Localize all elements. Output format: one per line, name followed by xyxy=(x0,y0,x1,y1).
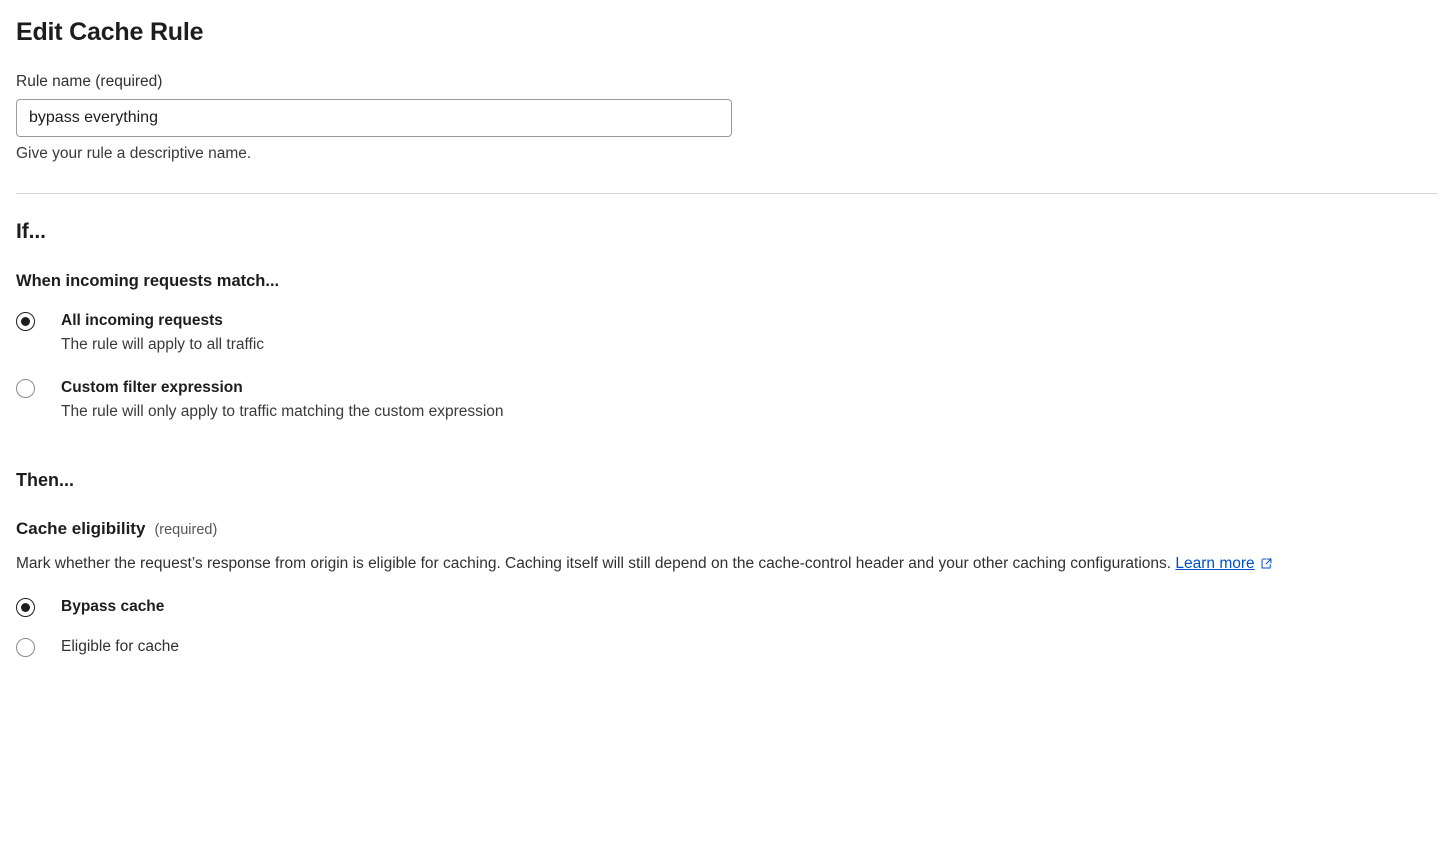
radio-option-custom-filter-expression[interactable] xyxy=(16,378,1438,423)
if-section-title: If... xyxy=(16,220,46,243)
then-section-title: Then... xyxy=(16,470,74,491)
cache-eligibility-description-text: Mark whether the request’s response from origin is eligible for caching. Caching itself will still depend on the cache-control header and your other caching configurations. xyxy=(16,555,1172,573)
cache-eligibility-label: Cache eligibility xyxy=(16,519,146,539)
cache-eligibility-radio-group xyxy=(16,597,1438,657)
external-link-icon[interactable] xyxy=(1260,555,1273,577)
cache-eligibility-description xyxy=(16,553,1438,577)
rule-name-help-text: Give your rule a descriptive name. xyxy=(16,145,252,162)
radio-description-custom-filter-expression: The rule will only apply to traffic matching the custom expression xyxy=(61,402,504,420)
when-incoming-requests-match-title: When incoming requests match... xyxy=(16,272,280,290)
radio-option-bypass-cache[interactable] xyxy=(16,597,1438,617)
radio-option-all-incoming-requests[interactable] xyxy=(16,311,1438,356)
rule-name-input[interactable] xyxy=(16,99,732,137)
radio-label-custom-filter-expression: Custom filter expression xyxy=(61,378,243,396)
cache-eligibility-required-tag: (required) xyxy=(154,522,218,539)
radio-label-eligible-for-cache: Eligible for cache xyxy=(61,638,180,656)
radio-option-eligible-for-cache[interactable] xyxy=(16,637,1438,657)
cache-eligibility-heading xyxy=(16,519,1438,539)
radio-icon-unselected[interactable] xyxy=(16,379,35,398)
radio-label-all-incoming-requests: All incoming requests xyxy=(61,312,223,329)
incoming-requests-radio-group xyxy=(16,311,1438,422)
learn-more-link[interactable]: Learn more xyxy=(1175,555,1255,573)
radio-icon-unselected[interactable] xyxy=(16,638,35,657)
radio-icon-selected[interactable] xyxy=(16,312,35,331)
radio-label-bypass-cache: Bypass cache xyxy=(61,598,165,616)
rule-name-field-group xyxy=(16,73,1438,163)
section-divider xyxy=(16,193,1438,194)
radio-description-all-incoming-requests: The rule will apply to all traffic xyxy=(61,336,265,354)
radio-icon-selected[interactable] xyxy=(16,598,35,617)
page-title: Edit Cache Rule xyxy=(16,18,204,46)
rule-name-label: Rule name (required) xyxy=(16,73,163,90)
